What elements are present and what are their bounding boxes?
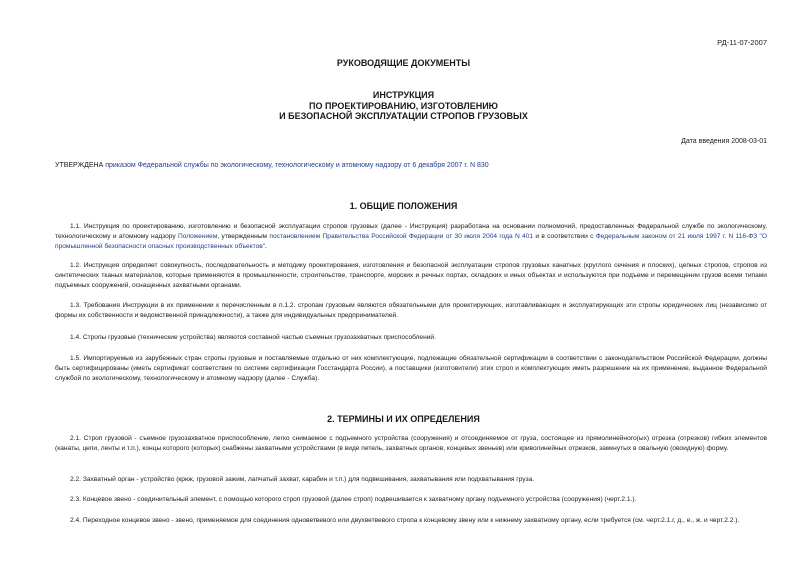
paragraph-2-3: 2.3. Концевое звено - соединительный элемент, с помощью которого строп грузовой (далее строп) подвешивается к захватному органу подъемного устройства (сооружения) (черт.2.1.). (70, 496, 637, 503)
paragraph-1-3: 1.3. Требования Инструкции в их применении к перечисленным в п.1.2. стропам грузовым являются обязательными для проектирующих, изготавливающих и эксплуатирующих эти стропы юридических лиц (независимо от формы их собственности и ведомственной принадлежности), а также для индивидуальных предпринимателей. (55, 302, 767, 319)
section-header: РУКОВОДЯЩИЕ ДОКУМЕНТЫ (336, 58, 471, 68)
text-run: , утвержденным (217, 233, 270, 240)
effective-date: Дата введения 2008-03-01 (681, 138, 767, 145)
paragraph-1-1 (55, 222, 767, 252)
regulation-link[interactable]: Положением (178, 233, 218, 240)
section-heading: 1. ОБЩИЕ ПОЛОЖЕНИЯ (349, 201, 458, 211)
approval-line (55, 162, 489, 169)
document-title (0, 90, 807, 122)
federal-law-link[interactable]: Федеральным законом от 21 июля 1997 г. N 116-ФЗ "О промышленной безопасности опасных производственных объектов" (55, 233, 768, 250)
paragraph-1-4: 1.4. Стропы грузовые (технические устройства) являются составной частью съемных грузозахватных приспособлений. (70, 334, 436, 341)
paragraph-2-2: 2.2. Захватный орган - устройство (крюк, грузовой зажим, лапчатый захват, карабин и т.п.) для подвешивания, захватывания или подхватывания груза. (70, 476, 535, 483)
text-run: 1.1. Инструкция по проектированию, изготовлению и безопасной эксплуатации стропов грузовых (далее - Инструкция) разработана на основании полномочий, предоставленных Федеральной службе по экологическому, технологическому и атомному надзору (55, 223, 767, 240)
paragraph-2-1: 2.1. Строп грузовой - съемное грузозахватное приспособление, легко снимаемое с подъемного устройства (сооружения) и отсоединяемое от груза, состоящее из прямолинейного(ых) отрезка (отрезков) гибких элементов (канаты, цепи, ленты и т.п.), концы которого (которых) снабжены захватными устройствами (в виде петель, захватных органов, концевых звеньев) или криволинейных отрезков, замкнутых в овальную (овоидную) форму. (55, 435, 767, 452)
paragraph-2-4: 2.4. Переходное концевое звено - звено, применяемое для соединения одноветвевого или двухветвевого стропа к концевому звену или к нижнему захватному органу, если требуется (см. черт.2.1.г, д., е., ж. и черт.2.2.). (70, 517, 740, 524)
title-line: И БЕЗОПАСНОЙ ЭКСПЛУАТАЦИИ СТРОПОВ ГРУЗОВЫХ (279, 111, 528, 121)
government-decree-link[interactable]: постановлением Правительства Российской Федерации от 30 июля 2004 года N 401 (269, 233, 534, 240)
text-run: и в соответствии с (533, 233, 596, 240)
title-line: ПО ПРОЕКТИРОВАНИЮ, ИЗГОТОВЛЕНИЮ (309, 100, 498, 111)
paragraph-1-5: 1.5. Импортируемые из зарубежных стран стропы грузовые и поставляемые отдельно от них комплектующие, подлежащие обязательной сертификации в соответствии с законодательством Российской Федерации, должны быть сертифицированы (иметь сертификат соответствия по системе сертификации Госстандарта России), а поставщики (изготовители) этих строп и комплектующих иметь разрешение на их применение, выданное Федеральной службой по экологическому, технологическому и атомному надзору (далее - Служба). (55, 355, 767, 382)
approval-prefix: УТВЕРЖДЕНА (55, 162, 106, 169)
text-run: . (265, 243, 267, 250)
paragraph-1-2: 1.2. Инструкция определяет совокупность, последовательность и методику проектирования, изготовления и безопасной эксплуатации стропов грузовых канатных (круглого сечения и плоских), цепных стропов, стропов из синтетических тканых материалов, которые применяются в промышленности, строительстве, транспорте, морских и речных портах, складских и иных объектах и используются при подъеме и перемещении грузов всеми типами подъемных сооружений, оснащенных захватными органами. (55, 262, 767, 289)
section-heading: 2. ТЕРМИНЫ И ИХ ОПРЕДЕЛЕНИЯ (327, 414, 480, 424)
approval-order-link[interactable]: приказом Федеральной службы по экологическому, технологическому и атомному надзору от 6 декабря 2007 г. N 830 (105, 162, 489, 169)
title-line: ИНСТРУКЦИЯ (372, 90, 435, 100)
document-code: РД-11-07-2007 (717, 38, 767, 47)
